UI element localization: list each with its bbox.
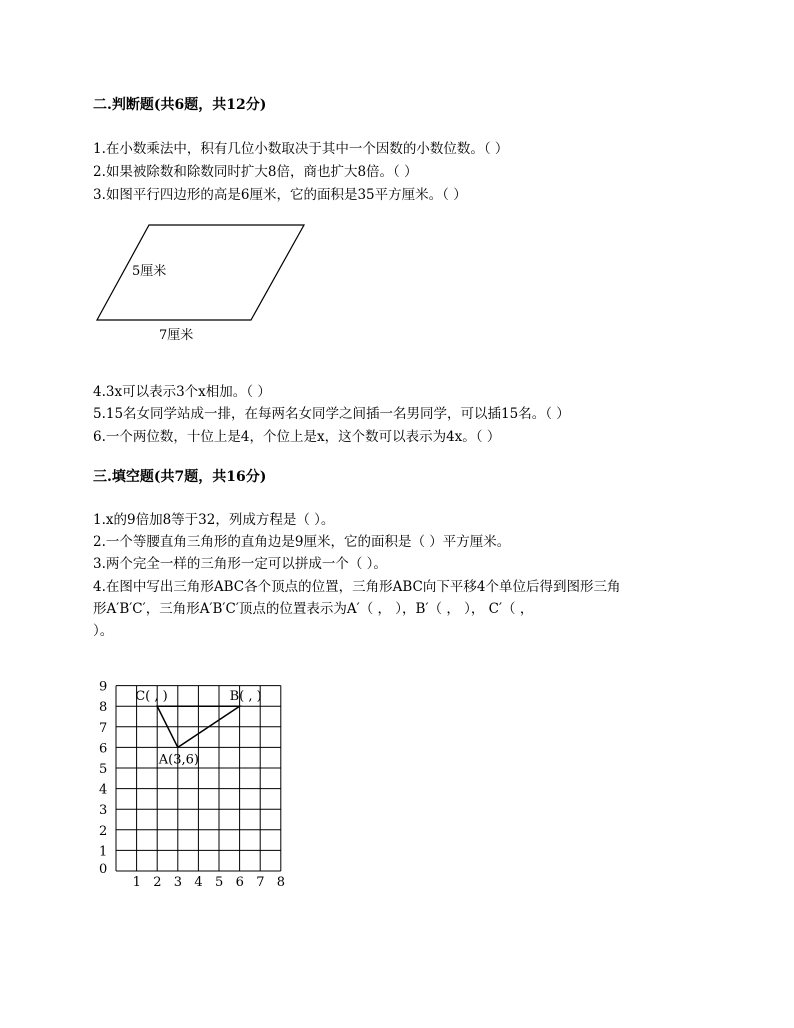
parallelogram-shape bbox=[97, 225, 304, 320]
judge-question-1: 1.在小数乘法中，积有几位小数取决于其中一个因数的小数位数。（ ） bbox=[93, 141, 509, 157]
fill-question-2: 2.一个等腰直角三角形的直角边是9厘米，它的面积是（ ）平方厘米。 bbox=[93, 534, 511, 550]
x-tick-label: 4 bbox=[194, 875, 203, 890]
x-tick-label: 2 bbox=[153, 875, 162, 890]
y-tick-label: 7 bbox=[99, 720, 108, 736]
x-tick-label: 1 bbox=[132, 875, 141, 890]
y-tick-label: 2 bbox=[99, 823, 108, 839]
y-tick-label: 8 bbox=[99, 700, 108, 716]
y-tick-label: 3 bbox=[99, 803, 108, 819]
coordinate-grid bbox=[90, 665, 300, 895]
fill-question-4-line-3: ）。 bbox=[93, 623, 114, 639]
judge-question-4: 4.3x可以表示3个x相加。（ ） bbox=[93, 384, 271, 400]
section-3-heading: 三.填空题(共7题，共16分) bbox=[93, 469, 267, 485]
x-tick-label: 7 bbox=[256, 875, 265, 890]
grid-lines bbox=[116, 686, 281, 871]
parallelogram-base-label: 7厘米 bbox=[159, 328, 194, 343]
fill-question-1: 1.x的9倍加8等于32，列成方程是（ ）。 bbox=[93, 512, 335, 528]
parallelogram-side-label: 5厘米 bbox=[132, 264, 167, 279]
x-tick-label: 6 bbox=[235, 875, 244, 890]
y-tick-label: 1 bbox=[99, 844, 108, 860]
x-tick-label: 8 bbox=[276, 875, 286, 890]
parallelogram-figure bbox=[90, 218, 320, 348]
x-tick-label: 5 bbox=[215, 875, 224, 890]
fill-question-3: 3.两个完全一样的三角形一定可以拼成一个（ ）。 bbox=[93, 556, 387, 572]
judge-question-2: 2.如果被除数和除数同时扩大8倍，商也扩大8倍。（ ） bbox=[93, 164, 418, 180]
judge-question-5: 5.15名女同学站成一排，在每两名女同学之间插一名男同学，可以插15名。（ ） bbox=[93, 406, 570, 422]
tick-labels bbox=[99, 680, 285, 890]
y-tick-label: 6 bbox=[99, 741, 108, 757]
fill-question-4-line-2: 形A′B′C′，三角形A′B′C′顶点的位置表示为A′（ ， ），B′（ ， ）， C′（ ， bbox=[93, 601, 534, 617]
y-tick-label: 5 bbox=[99, 762, 108, 777]
judge-question-3: 3.如图平行四边形的高是6厘米，它的面积是35平方厘米。（ ） bbox=[93, 187, 467, 203]
y-tick-label: 9 bbox=[99, 679, 108, 695]
x-tick-label: 3 bbox=[173, 875, 183, 890]
vertex-label-a: A(3,6) bbox=[158, 752, 200, 768]
section-2-heading: 二.判断题(共6题，共12分) bbox=[93, 97, 267, 113]
fill-question-4-line-1: 4.在图中写出三角形ABC各个顶点的位置，三角形ABC向下平移4个单位后得到图形三角 bbox=[93, 579, 621, 595]
vertex-label-c: C( , ) bbox=[135, 689, 168, 705]
y-tick-label: 4 bbox=[99, 782, 108, 798]
judge-question-6: 6.一个两位数，十位上是4，个位上是x，这个数可以表示为4x。（ ） bbox=[93, 429, 501, 445]
vertex-label-b: B( , ) bbox=[229, 689, 262, 705]
y-tick-label: 0 bbox=[99, 862, 108, 877]
